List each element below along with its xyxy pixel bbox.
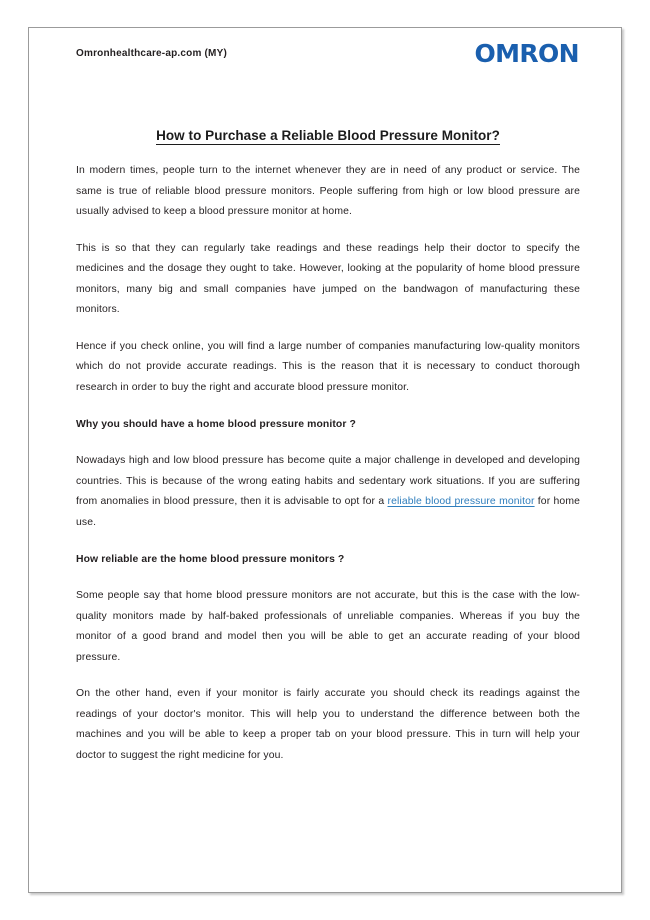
paragraph-5: Some people say that home blood pressure monitors are not accurate, but this is the case with the low-quality monitors made by half-baked professionals of unreliable companies. Whereas if you buy the monitor of a good brand and model then you will be able to get an accurate reading of your blood pressure. bbox=[76, 590, 580, 663]
paragraph-1: In modern times, people turn to the internet whenever they are in need of any product or service. The same is true of reliable blood pressure monitors. People suffering from high or low blood pressure are usually advised to keep a blood pressure monitor at home. bbox=[76, 165, 580, 217]
page-title-text: How to Purchase a Reliable Blood Pressure Monitor? bbox=[156, 128, 500, 143]
paragraph-4-lead-text: Nowadays high and low blood pressure has become quite a major challenge in developed and developing countries. This is because of the wrong eating habits and sedentary work situations. If you are suffering from anomalies in blood pressure, then it is advisable to opt for a bbox=[76, 455, 580, 507]
paragraph-2: This is so that they can regularly take readings and these readings help their doctor to specify the medicines and the dosage they ought to take. However, looking at the popularity of home blood pressure monitors, many big and small companies have jumped on the bandwagon of manufacturing these monitors. bbox=[76, 242, 580, 315]
site-url-label: Omronhealthcare-ap.com (MY) bbox=[76, 48, 227, 59]
subheading-why-home-monitor: Why you should have a home blood pressure monitor ? bbox=[76, 419, 356, 430]
document-page bbox=[28, 27, 622, 893]
page-title bbox=[76, 128, 580, 143]
omron-logo: OMRON bbox=[474, 39, 579, 68]
page-content-area bbox=[76, 40, 580, 880]
document-header bbox=[76, 40, 580, 88]
paragraph-4-trail-text: for home use. bbox=[76, 496, 580, 528]
paragraph-6: On the other hand, even if your monitor is fairly accurate you should check its readings against the readings of your doctor's monitor. This will help you to understand the difference between both the machines and you will be able to keep a proper tab on your blood pressure. This in turn will help your doctor to suggest the right medicine for you. bbox=[76, 688, 580, 761]
paragraph-3: Hence if you check online, you will find a large number of companies manufacturing low-quality monitors which do not provide accurate readings. This is the reason that it is necessary to conduct thorough research in order to buy the right and accurate blood pressure monitor. bbox=[76, 340, 580, 393]
paragraph-4 bbox=[76, 451, 580, 533]
reliable-blood-pressure-monitor-link[interactable]: reliable blood pressure monitor bbox=[387, 496, 535, 507]
subheading-how-reliable: How reliable are the home blood pressure monitors ? bbox=[76, 554, 345, 565]
